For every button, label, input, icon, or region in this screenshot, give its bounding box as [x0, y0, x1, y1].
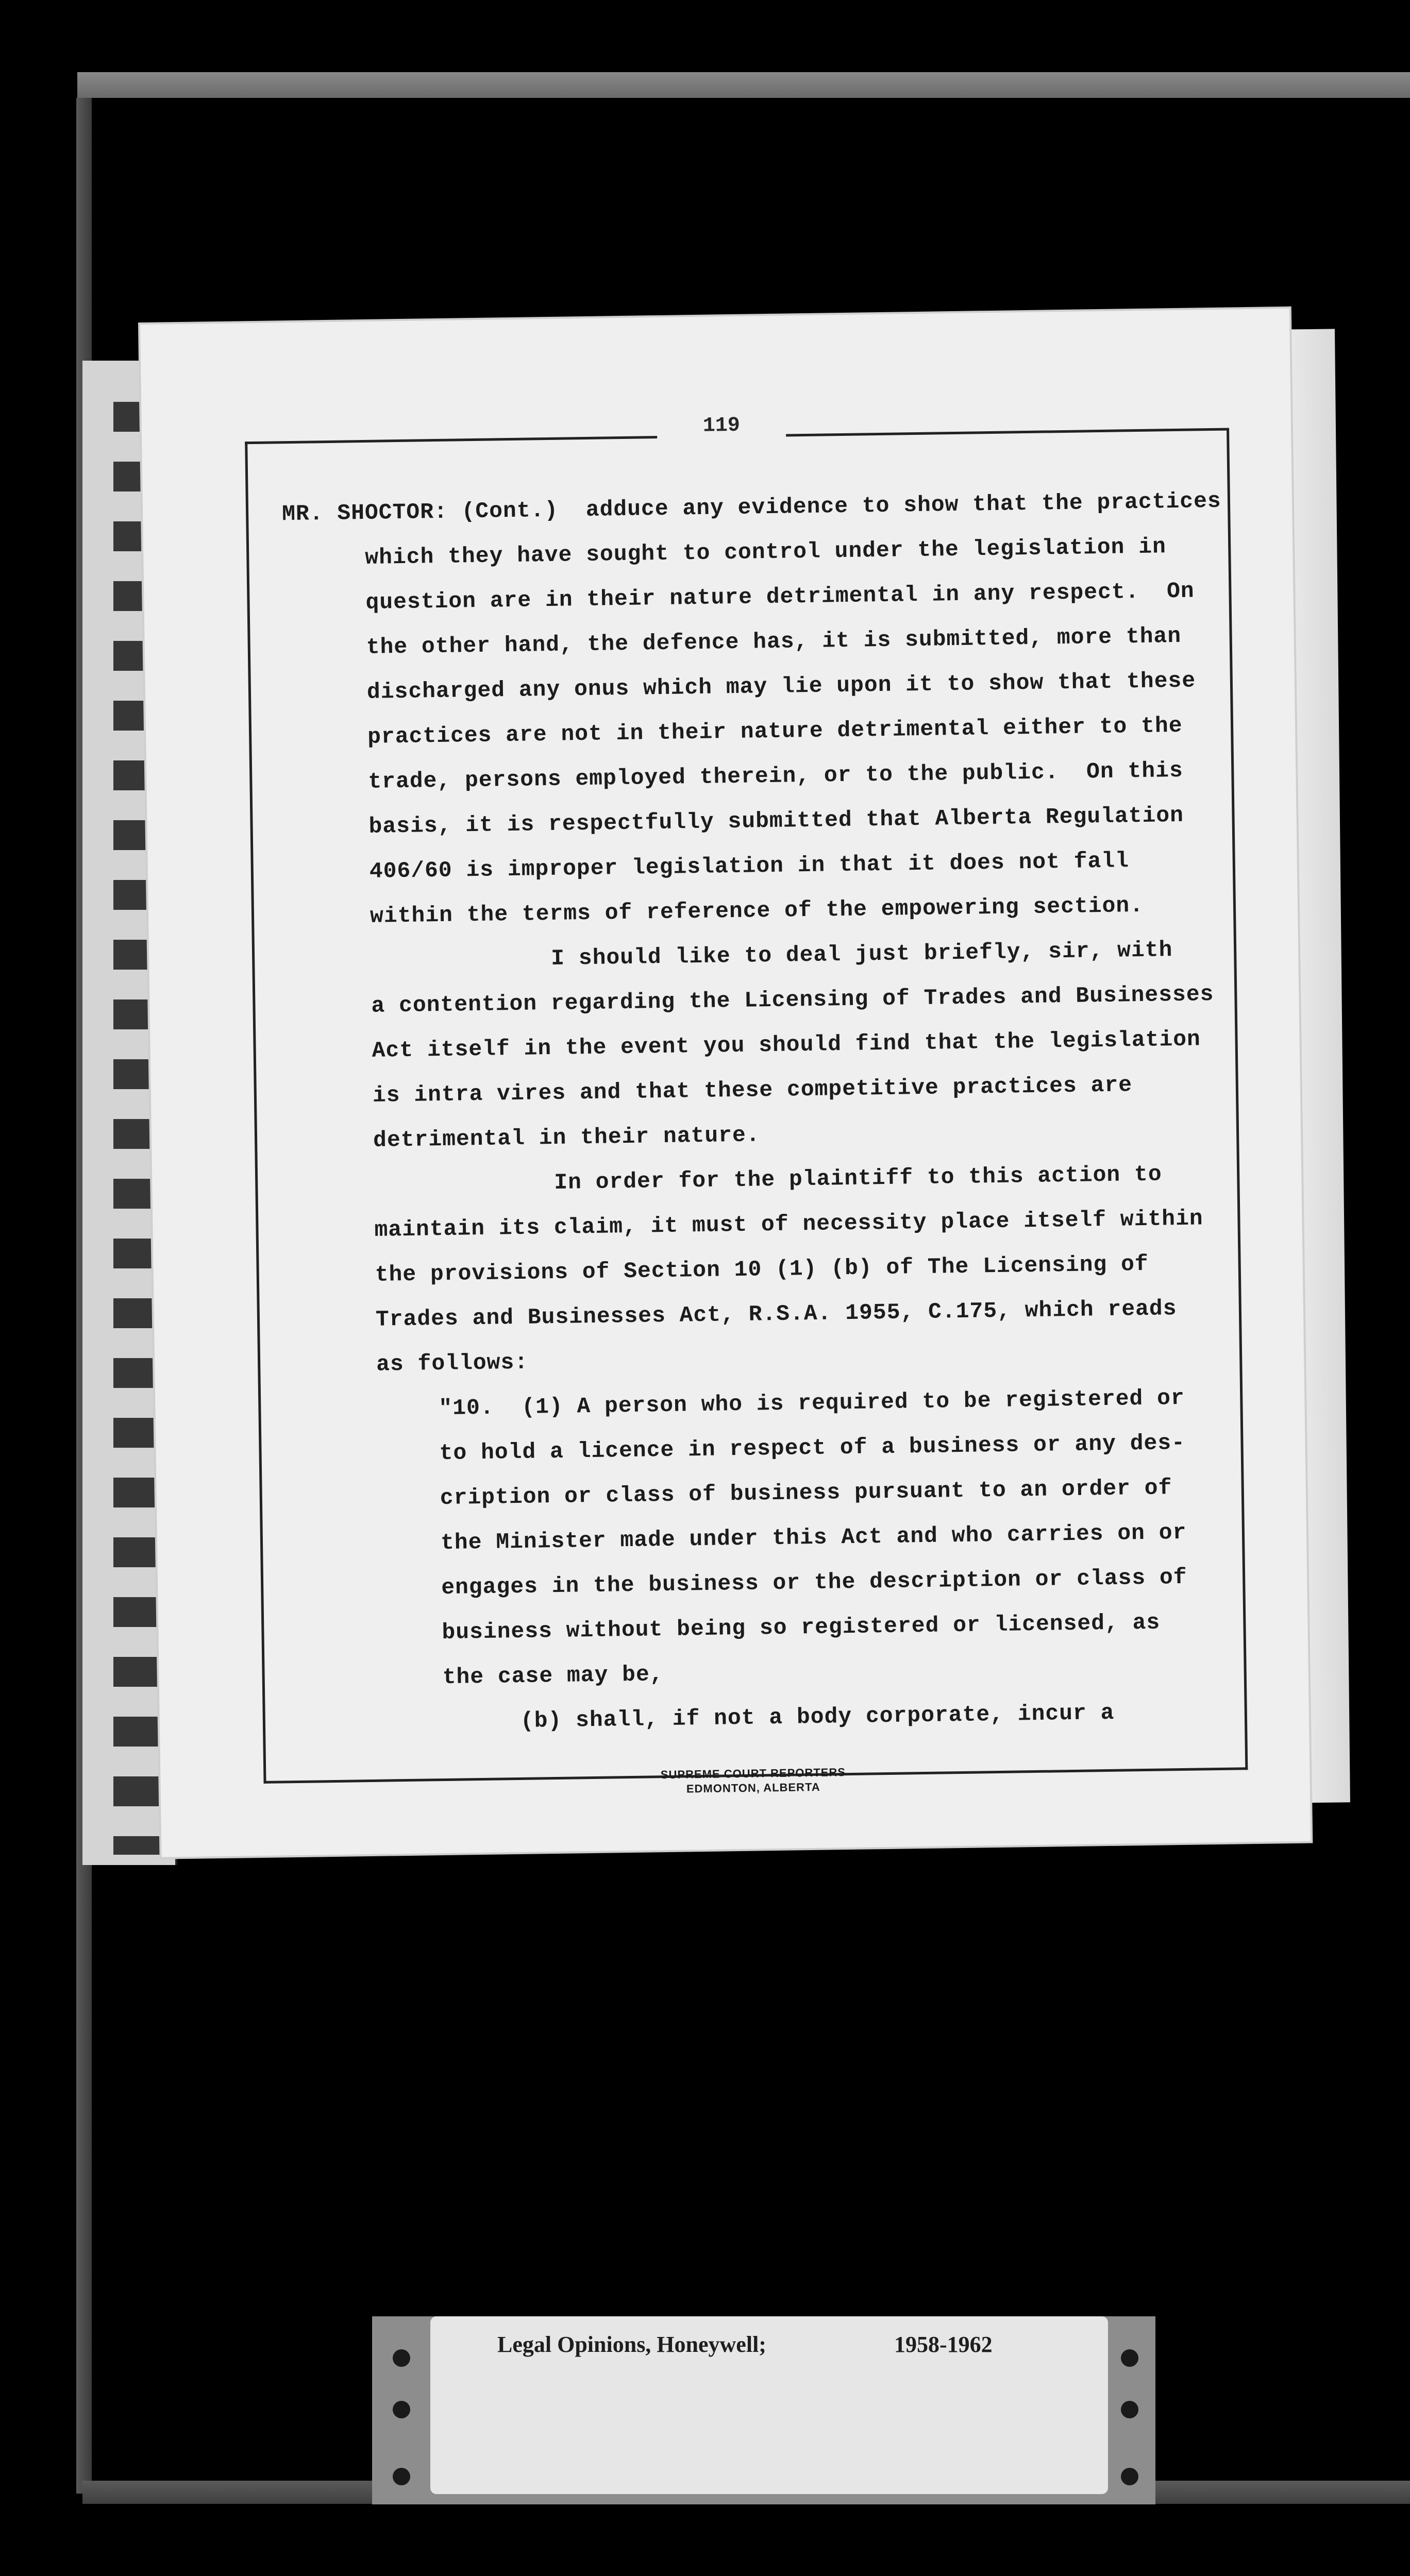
text-line: which they have sought to control under the legislation in — [365, 534, 1167, 570]
text-line: detrimental in their nature. — [373, 1122, 760, 1153]
text-line: trade, persons employed therein, or to the public. On this — [368, 757, 1184, 794]
text-line: basis, it is respectfully submitted that Alberta Regulation — [368, 802, 1184, 839]
label-hole — [393, 2401, 410, 2418]
label-date-range: 1958-1962 — [894, 2332, 993, 2357]
reporter-stamp — [598, 1764, 908, 1797]
text-line: within the terms of reference of the empowering section. — [370, 892, 1144, 929]
transcript-text — [140, 309, 1311, 1857]
text-line: is intra vires and that these competitive practices are — [372, 1072, 1133, 1108]
label-hole — [1121, 2349, 1138, 2367]
text-line: "10. (1) A person who is required to be registered or — [439, 1385, 1185, 1421]
text-line: the Minister made under this Act and who carries on or — [440, 1519, 1187, 1556]
text-line: 406/60 is improper legislation in that it does not fall — [369, 848, 1130, 884]
text-line: Act itself in the event you should find that the legislation — [372, 1026, 1201, 1063]
label-hole — [1121, 2468, 1138, 2485]
reporter-stamp-line1: SUPREME COURT REPORTERS — [660, 1766, 846, 1782]
text-line: engages in the business or the description or class of — [441, 1564, 1187, 1601]
text-line: Trades and Businesses Act, R.S.A. 1955, C.175, which reads — [375, 1296, 1177, 1332]
text-line: discharged any onus which may lie upon it to show that these — [366, 668, 1196, 705]
label-title: Legal Opinions, Honeywell; — [497, 2332, 766, 2357]
transcript-page — [140, 309, 1311, 1857]
text-line: business without being so registered or licensed, as — [442, 1609, 1161, 1646]
text-line: maintain its claim, it must of necessity place itself within — [374, 1206, 1204, 1243]
text-line: I should like to deal just briefly, sir, with — [550, 937, 1173, 971]
text-line: the case may be, — [442, 1662, 664, 1690]
text-line: as follows: — [376, 1349, 529, 1377]
page-number: 119 — [702, 414, 741, 438]
text-line: the other hand, the defence has, it is submitted, more than — [366, 623, 1182, 660]
text-line: cription or class of business pursuant to an order of — [440, 1475, 1172, 1511]
film-top-edge — [77, 72, 1410, 98]
reporter-stamp-line2: EDMONTON, ALBERTA — [686, 1780, 820, 1795]
text-line: to hold a licence in respect of a business or any des- — [439, 1430, 1186, 1466]
text-line: MR. SHOCTOR: (Cont.) adduce any evidence to show that the practices — [281, 488, 1222, 527]
text-line: a contention regarding the Licensing of Trades and Businesses — [371, 981, 1214, 1019]
text-line: (b) shall, if not a body corporate, incur a — [520, 1700, 1115, 1734]
label-hole — [393, 2468, 410, 2485]
label-hole — [393, 2349, 410, 2367]
text-line: practices are not in their nature detrimental either to the — [367, 713, 1183, 750]
text-line: the provisions of Section 10 (1) (b) of The Licensing of — [375, 1251, 1149, 1287]
text-line: In order for the plaintiff to this action to — [553, 1161, 1162, 1195]
text-line: question are in their nature detrimental in any respect. On — [365, 578, 1195, 615]
label-hole — [1121, 2401, 1138, 2418]
